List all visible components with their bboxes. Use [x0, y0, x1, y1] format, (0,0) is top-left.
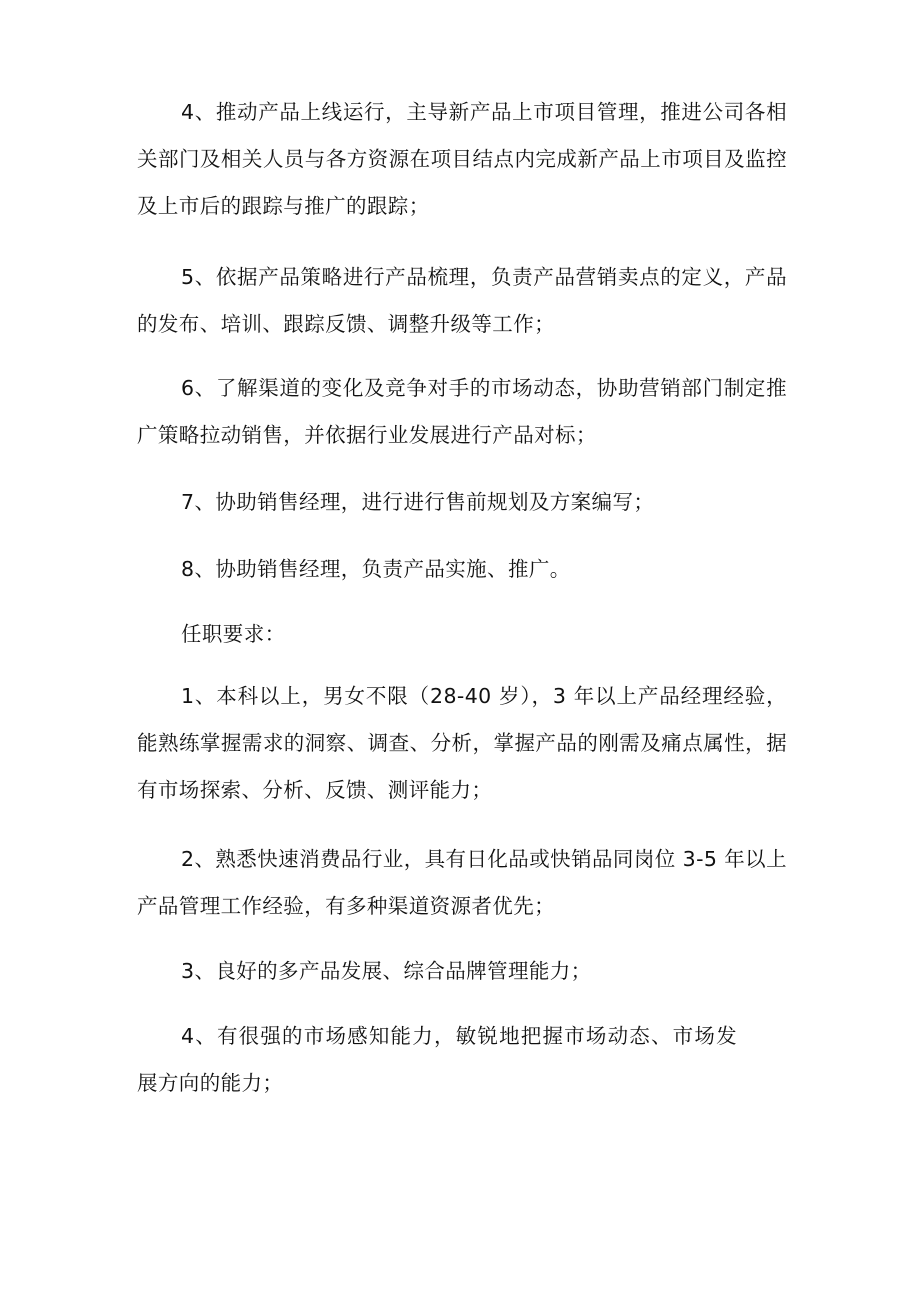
requirement-item-4: 4、有很强的市场感知能力，敏锐地把握市场动态、市场发展方向的能力；	[137, 1024, 737, 1095]
duty-item-6: 6、了解渠道的变化及竞争对手的市场动态，协助营销部门制定推广策略拉动销售，并依据行业发展进行产品对标；	[137, 376, 787, 447]
requirements-heading: 任职要求：	[181, 622, 286, 646]
duty-item-5: 5、依据产品策略进行产品梳理，负责产品营销卖点的定义，产品的发布、培训、跟踪反馈、调整升级等工作；	[137, 265, 787, 336]
duty-item-8: 8、协助销售经理，负责产品实施、推广。	[181, 557, 571, 581]
requirement-item-3: 3、良好的多产品发展、综合品牌管理能力；	[181, 959, 592, 983]
duty-item-4: 4、推动产品上线运行，主导新产品上市项目管理，推进公司各相关部门及相关人员与各方资源在项目结点内完成新产品上市项目及监控及上市后的跟踪与推广的跟踪；	[137, 100, 787, 218]
requirement-item-1: 1、本科以上，男女不限（28-40 岁），3 年以上产品经理经验，能熟练掌握需求的洞察、调查、分析，掌握产品的刚需及痛点属性，据有市场探索、分析、反馈、测评能力；	[137, 684, 787, 802]
duty-item-7: 7、协助销售经理，进行进行售前规划及方案编写；	[181, 490, 655, 514]
requirement-item-2: 2、熟悉快速消费品行业，具有日化品或快销品同岗位 3-5 年以上产品管理工作经验，有多种渠道资源者优先；	[137, 847, 787, 918]
